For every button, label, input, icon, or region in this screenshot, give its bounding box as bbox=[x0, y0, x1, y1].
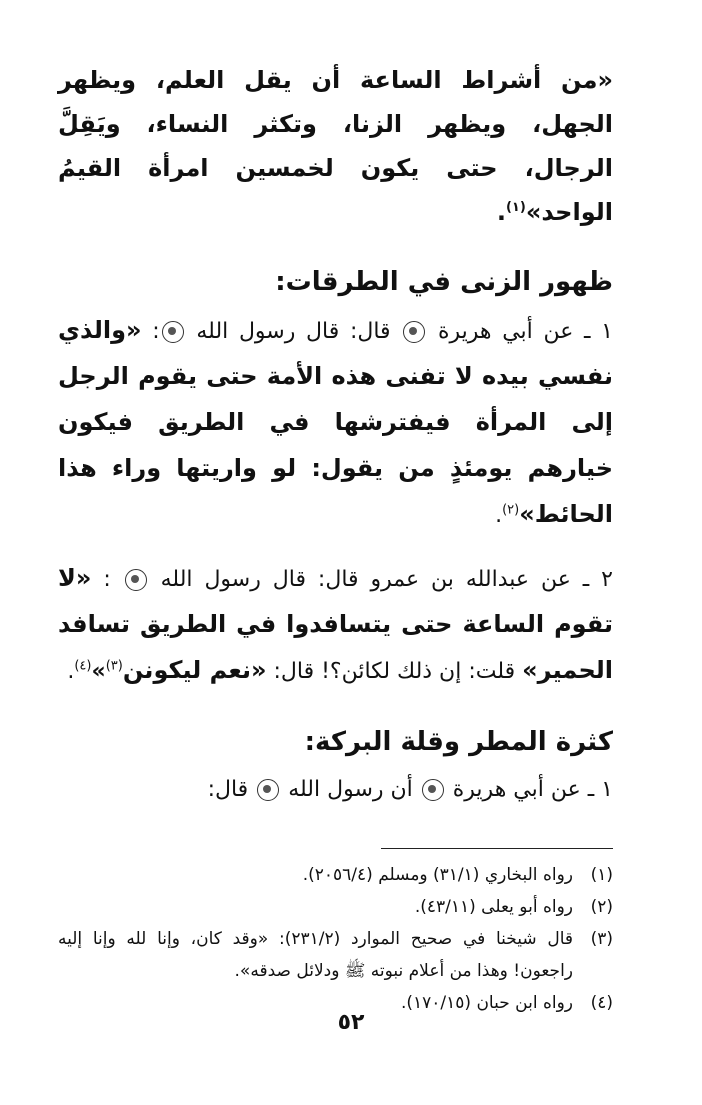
footnote-ref[interactable]: (١) bbox=[505, 200, 526, 215]
footnote-number: (٤) bbox=[590, 993, 613, 1013]
narrator-question: قلت: إن ذلك لكائن؟! قال: bbox=[273, 659, 516, 684]
closing-quote: » bbox=[91, 659, 106, 684]
footnote-number: (٣) bbox=[590, 929, 613, 949]
hadith-1-paragraph bbox=[58, 308, 613, 538]
footnote-item bbox=[58, 923, 613, 987]
footnote-number: (٢) bbox=[590, 897, 613, 917]
footnote-text: قال شيخنا في صحيح الموارد (٢٣١/٢): «وقد كان، وإنا لله وإنا إليه راجعون! وهذا من أعلام نبوته ﷺ ودلائل صدقه». bbox=[58, 929, 573, 981]
footnote-ref[interactable]: (٢) bbox=[502, 502, 520, 518]
narration-intro-cont: أن رسول الله bbox=[288, 777, 413, 802]
narration-said: قال: bbox=[207, 777, 249, 802]
narration-intro: ١ ـ عن أبي هريرة bbox=[452, 777, 613, 802]
radiallahu-anhu-icon bbox=[403, 321, 425, 343]
salawat-icon bbox=[257, 779, 279, 801]
footnote-text: رواه أبو يعلى (٤٣/١١). bbox=[414, 897, 573, 917]
salawat-icon bbox=[162, 321, 184, 343]
section-heading-rain: كثرة المطر وقلة البركة: bbox=[304, 727, 613, 757]
footnote-ref[interactable]: (٣) bbox=[105, 658, 123, 674]
hadith-answer: «نعم ليكونن bbox=[122, 656, 267, 684]
hadith-3-paragraph bbox=[58, 768, 613, 812]
period: . bbox=[496, 198, 506, 226]
footnote-item bbox=[58, 891, 613, 923]
page-number: ٥٢ bbox=[337, 1010, 365, 1035]
footnote-text: رواه البخاري (٣١/١) ومسلم (٢٠٥٦/٤). bbox=[302, 865, 573, 885]
footnote-ref[interactable]: (٤) bbox=[74, 658, 92, 674]
opening-hadith-paragraph bbox=[58, 58, 613, 234]
footnote-text: رواه ابن حبان (١٧٠/١٥). bbox=[400, 993, 573, 1013]
page-body bbox=[58, 58, 613, 1019]
footnote-number: (١) bbox=[590, 865, 613, 885]
narration-intro: ١ ـ عن أبي هريرة bbox=[437, 319, 613, 344]
radiallahu-anhu-icon bbox=[422, 779, 444, 801]
footnote-divider bbox=[381, 848, 613, 849]
period: . bbox=[495, 503, 503, 528]
colon: : bbox=[152, 319, 160, 344]
hadith-text: «من أشراط الساعة أن يقل العلم، ويظهر الجهل، ويظهر الزنا، وتكثر النساء، ويَقِلَّ الرجال، حتى يكون لخمسين امرأة القيمُ الواحد» bbox=[58, 66, 613, 226]
period: . bbox=[67, 659, 75, 684]
salawat-icon bbox=[125, 569, 147, 591]
narration-intro: ٢ ـ عن عبدالله بن عمرو قال: قال رسول الله bbox=[160, 567, 613, 592]
footnote-item bbox=[58, 859, 613, 891]
narration-intro-cont: قال: قال رسول الله bbox=[196, 319, 391, 344]
hadith-quote: «لا تقوم الساعة حتى يتسافدوا في الطريق تسافد الحمير» bbox=[58, 564, 613, 684]
hadith-quote: «والذي نفسي بيده لا تفنى هذه الأمة حتى يقوم الرجل إلى المرأة فيفترشها في الطريق فيكون خيارهم يومئذٍ من يقول: لو واريتها وراء هذا الحائط» bbox=[58, 316, 613, 528]
hadith-2-paragraph bbox=[58, 556, 613, 694]
colon: : bbox=[103, 567, 111, 592]
footnotes bbox=[58, 859, 613, 1019]
section-heading-zina: ظهور الزنى في الطرقات: bbox=[275, 267, 613, 297]
